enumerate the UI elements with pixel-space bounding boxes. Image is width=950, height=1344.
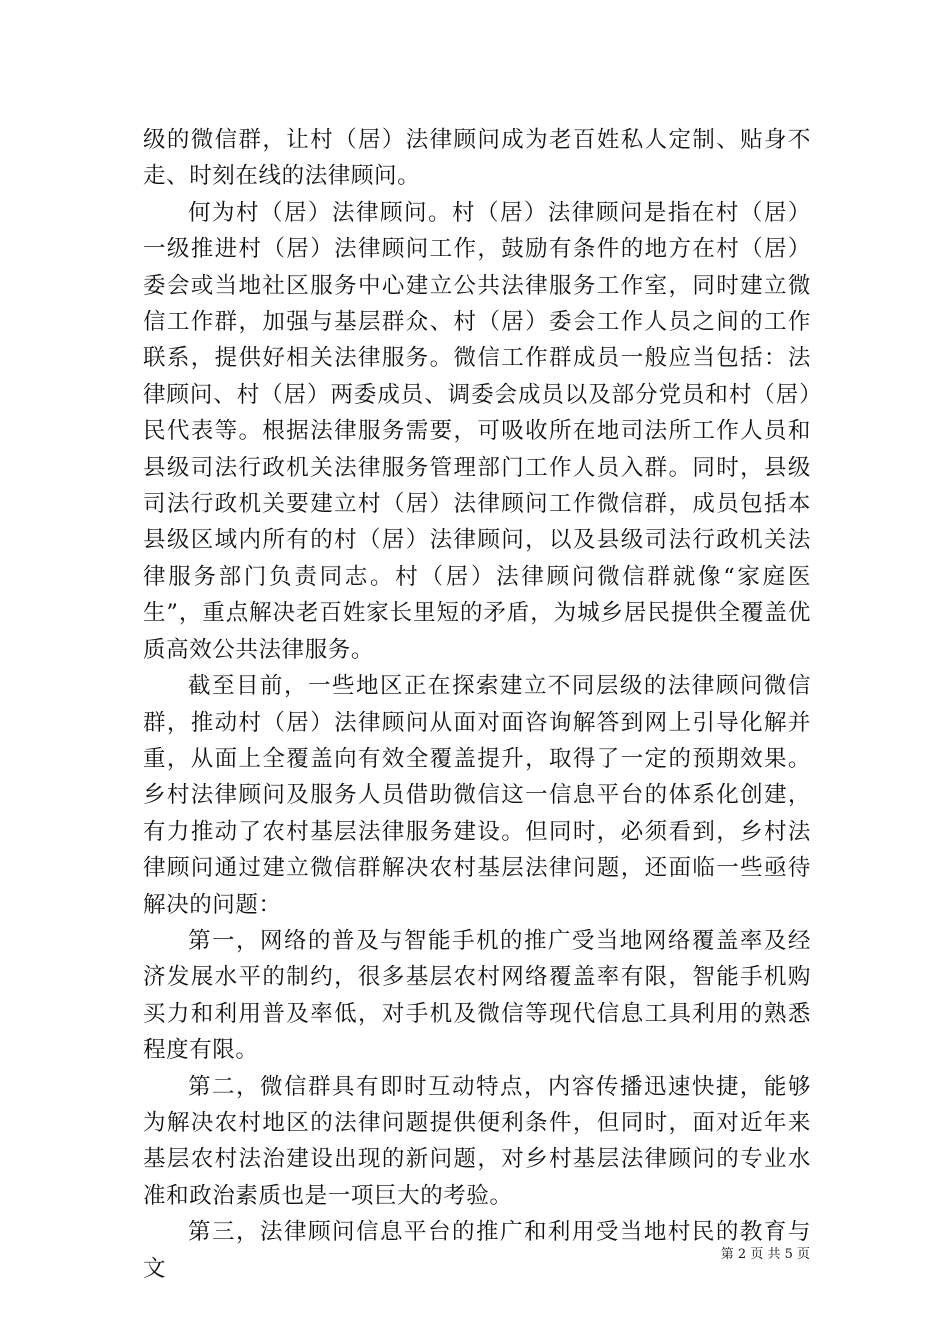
paragraph-continuation: 级的微信群，让村（居）法律顾问成为老百姓私人定制、贴身不走、时刻在线的法律顾问。 [143, 127, 811, 190]
paragraph-definition: 何为村（居）法律顾问。村（居）法律顾问是指在村（居）一级推进村（居）法律顾问工作，鼓励有条件的地方在村（居）委会或当地社区服务中心建立公共法律服务工作室，同时建立微信工作群，加强与基层群众、村（居）委会工作人员之间的工作联系，提供好相关法律服务。微信工作群成员一般应当包括：法律顾问、村（居）两委成员、调委会成员以及部分党员和村（居）民代表等。根据法律服务需要，可吸收所在地司法所工作人员和县级司法行政机关法律服务管理部门工作人员入群。同时，县级司法行政机关要建立村（居）法律顾问工作微信群，成员包括本县级区域内所有的村（居）法律顾问，以及县级司法行政机关法律服务部门负责同志。村（居）法律顾问微信群就像“家庭医生”，重点解决老百姓家长里短的矛盾，为城乡居民提供全覆盖优质高效公共法律服务。 [143, 199, 811, 663]
page-number-footer: 第 2 页 共 5 页 [720, 1247, 810, 1262]
paragraph-second-issue: 第二，微信群具有即时互动特点，内容传播迅速快捷，能够为解决农村地区的法律问题提供便利条件，但同时，面对近年来基层农村法治建设出现的新问题，对乡村基层法律顾问的专业水准和政治素质也是一项巨大的考验。 [143, 1073, 811, 1209]
paragraph-current-status: 截至目前，一些地区正在探索建立不同层级的法律顾问微信群，推动村（居）法律顾问从面对面咨询解答到网上引导化解并重，从面上全覆盖向有效全覆盖提升，取得了一定的预期效果。乡村法律顾问及服务人员借助微信这一信息平台的体系化创建，有力推动了农村基层法律服务建设。但同时，必须看到，乡村法律顾问通过建立微信群解决农村基层法律问题，还面临一些亟待解决的问题： [143, 673, 811, 918]
paragraph-third-issue: 第三，法律顾问信息平台的推广和利用受当地村民的教育与文 [143, 1219, 811, 1282]
document-body [143, 122, 811, 1287]
paragraph-first-issue: 第一，网络的普及与智能手机的推广受当地网络覆盖率及经济发展水平的制约，很多基层农村网络覆盖率有限，智能手机购买力和利用普及率低，对手机及微信等现代信息工具利用的熟悉程度有限。 [143, 927, 811, 1064]
